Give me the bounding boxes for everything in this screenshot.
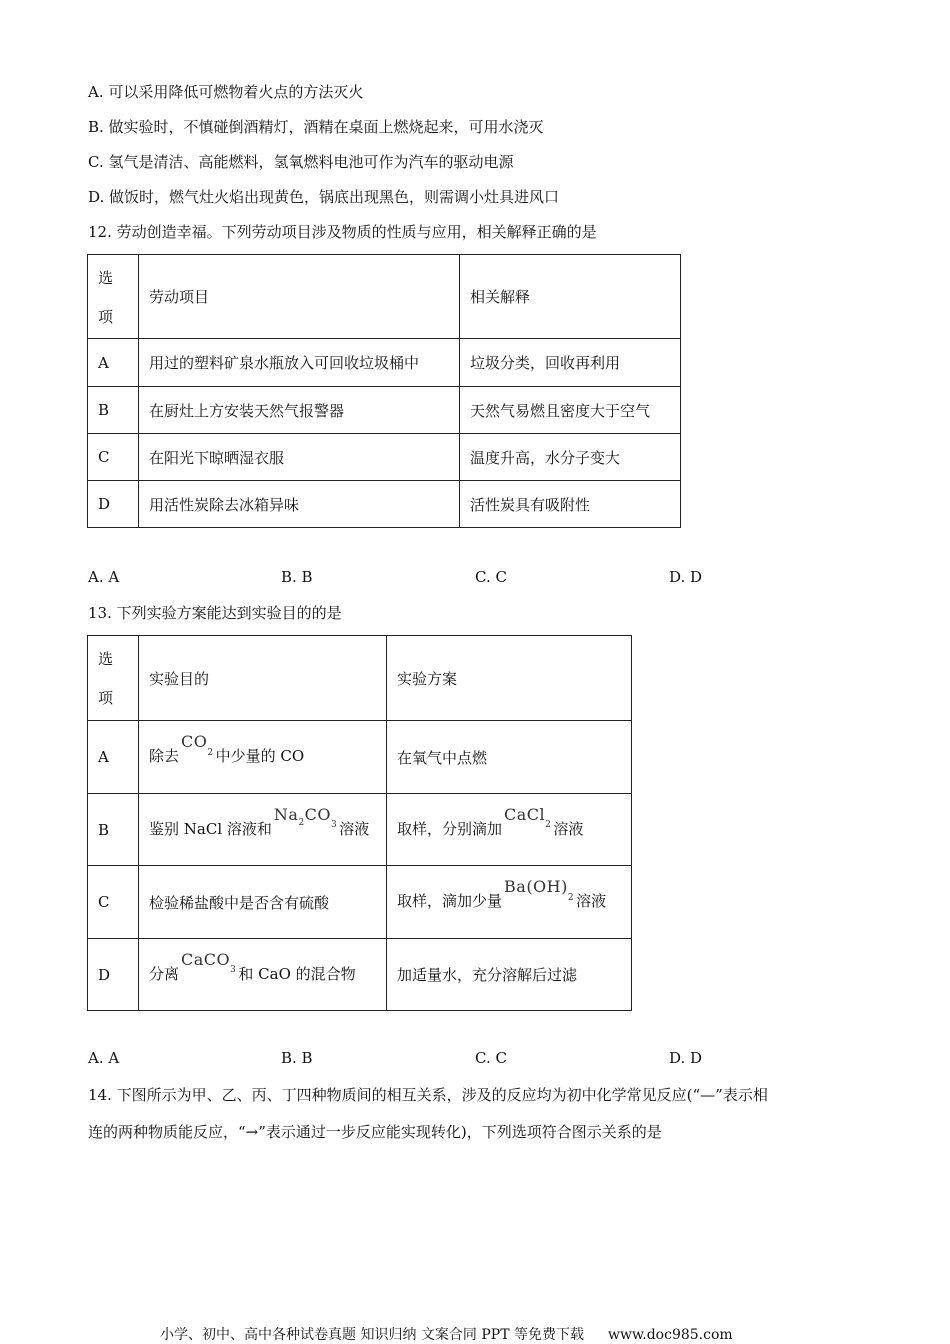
row-plan: 加适量水，充分溶解后过滤: [387, 939, 632, 1011]
row-option: C: [88, 866, 139, 939]
answer-option-b[interactable]: B. B: [281, 568, 313, 586]
header-option-line2: 项: [98, 689, 114, 707]
row-goal: 除去$CO_2$ 中少量的 CO: [139, 721, 387, 794]
q12-answer-options: [88, 568, 788, 588]
q13-stem: 13. 下列实验方案能达到实验目的的是: [88, 604, 342, 622]
row-option: B: [88, 794, 139, 866]
row-explain: 垃圾分类，回收再利用: [460, 339, 681, 387]
row-option: A: [88, 339, 139, 387]
row-explain: 温度升高，水分子变大: [460, 434, 681, 481]
chem-formula: CaCO$_3$: [181, 949, 237, 976]
footer-url[interactable]: www.doc985.com: [607, 1327, 733, 1343]
header-plan: 实验方案: [387, 636, 632, 721]
chem-formula: $Ba(OH)_2$: [504, 877, 575, 903]
row-option: A: [88, 721, 139, 794]
q11-option-a: A. 可以采用降低可燃物着火点的方法灭火: [88, 83, 364, 101]
table-header-row: [88, 636, 632, 721]
answer-option-d[interactable]: D. D: [669, 568, 703, 586]
table-row: [88, 866, 632, 939]
row-plan: 取样，滴加少量$Ba(OH)_2$ 溶液: [387, 866, 632, 939]
header-option-line2: 项: [98, 307, 114, 326]
q14-stem-line1: 14. 下图所示为甲、乙、丙、丁四种物质间的相互关系，涉及的反应均为初中化学常见反应(“—”表示相: [88, 1086, 768, 1104]
table-row: [88, 339, 681, 387]
row-explain: 天然气易燃且密度大于空气: [460, 387, 681, 434]
row-goal: 检验稀盐酸中是否含有硫酸: [139, 866, 387, 939]
table-header-row: [88, 255, 681, 339]
footer-text: 小学、初中、高中各种试卷真题 知识归纳 文案合同 PPT 等免费下载: [160, 1327, 584, 1343]
answer-option-a[interactable]: A. A: [88, 1049, 120, 1067]
row-option: D: [88, 939, 139, 1011]
row-plan: 在氧气中点燃: [387, 721, 632, 794]
q12-stem: 12. 劳动创造幸福。下列劳动项目涉及物质的性质与应用，相关解释正确的是: [88, 223, 597, 241]
answer-option-c[interactable]: C. C: [475, 1049, 507, 1067]
row-explain: 活性炭具有吸附性: [460, 481, 681, 528]
row-goal: 分离CaCO$_3$ 和 CaO 的混合物: [139, 939, 387, 1011]
row-item: 在厨灶上方安装天然气报警器: [139, 387, 460, 434]
table-row: [88, 721, 632, 794]
table-row: [88, 387, 681, 434]
chem-formula: $CO_2$: [181, 732, 214, 758]
chem-formula: $Na_2CO_3$: [273, 804, 338, 831]
page-footer: [160, 1324, 733, 1344]
header-option: [88, 255, 139, 339]
answer-option-a[interactable]: A. A: [88, 568, 120, 586]
header-item: 劳动项目: [139, 255, 460, 339]
q12-table: [87, 254, 681, 528]
answer-option-d[interactable]: D. D: [669, 1049, 703, 1067]
row-option: B: [88, 387, 139, 434]
chem-formula: CaCl$_2$: [504, 804, 552, 831]
header-option-line1: 选: [98, 268, 114, 287]
q11-option-c: C. 氢气是清洁、高能燃料，氢氧燃料电池可作为汽车的驱动电源: [88, 153, 514, 171]
table-row: [88, 939, 632, 1011]
q14-stem-line2: 连的两种物质能反应，“→”表示通过一步反应能实现转化)，下列选项符合图示关系的是: [88, 1123, 662, 1141]
q13-answer-options: [88, 1049, 788, 1069]
row-item: 用活性炭除去冰箱异味: [139, 481, 460, 528]
answer-option-b[interactable]: B. B: [281, 1049, 313, 1067]
header-goal: 实验目的: [139, 636, 387, 721]
q11-option-b: B. 做实验时，不慎碰倒酒精灯，酒精在桌面上燃烧起来，可用水浇灭: [88, 118, 544, 136]
header-explain: 相关解释: [460, 255, 681, 339]
row-option: D: [88, 481, 139, 528]
row-goal: 鉴别 NaCl 溶液和$Na_2CO_3$ 溶液: [139, 794, 387, 866]
row-option: C: [88, 434, 139, 481]
answer-option-c[interactable]: C. C: [475, 568, 507, 586]
table-row: [88, 481, 681, 528]
header-option: [88, 636, 139, 721]
table-row: [88, 434, 681, 481]
header-option-line1: 选: [98, 650, 114, 668]
table-row: [88, 794, 632, 866]
row-item: 用过的塑料矿泉水瓶放入可回收垃圾桶中: [139, 339, 460, 387]
row-item: 在阳光下晾晒湿衣服: [139, 434, 460, 481]
q13-table: [87, 635, 632, 1011]
row-plan: 取样，分别滴加CaCl$_2$ 溶液: [387, 794, 632, 866]
q11-option-d: D. 做饭时，燃气灶火焰出现黄色，锅底出现黑色，则需调小灶具进风口: [88, 188, 560, 206]
